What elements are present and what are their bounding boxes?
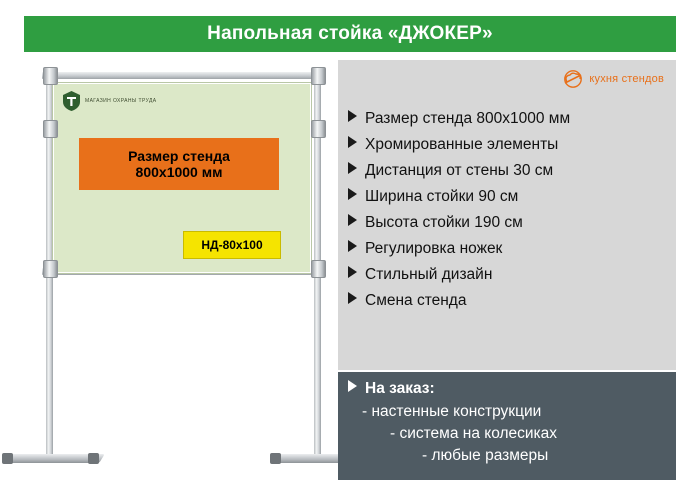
board-logo-text: МАГАЗИН ОХРАНЫ ТРУДА (85, 98, 157, 104)
triangle-bullet-icon (348, 292, 357, 304)
stand-foot-cap-2 (88, 453, 99, 464)
feature-label: Смена стенда (365, 292, 467, 309)
order-option: - любые размеры (422, 447, 549, 464)
order-title: На заказ: (365, 380, 435, 397)
board-code-text: НД-80х100 (201, 238, 263, 252)
feature-label: Регулировка ножек (365, 240, 503, 257)
stand-illustration (24, 60, 334, 480)
board-size-line1: Размер стенда (128, 147, 230, 164)
stand-joint-top-right (311, 67, 326, 85)
stand-joint-mid-right (311, 120, 326, 138)
feature-label: Высота стойки 190 см (365, 214, 523, 231)
stand-joint-bottom-right (311, 260, 326, 278)
triangle-bullet-icon (348, 240, 357, 252)
list-item (348, 266, 668, 284)
triangle-bullet-icon (348, 380, 357, 392)
triangle-bullet-icon (348, 136, 357, 148)
order-panel (338, 372, 676, 480)
feature-label: Стильный дизайн (365, 266, 493, 283)
triangle-bullet-icon (348, 266, 357, 278)
feature-label: Ширина стойки 90 см (365, 188, 519, 205)
stand-board (52, 82, 312, 274)
order-option: - система на колесиках (390, 425, 558, 442)
board-logo (63, 91, 156, 111)
stand-joint-mid-left (43, 120, 58, 138)
triangle-bullet-icon (348, 188, 357, 200)
page-title: Напольная стойка «ДЖОКЕР» (207, 23, 493, 44)
order-heading (338, 372, 676, 398)
feature-label: Хромированные элементы (365, 136, 559, 153)
list-item (348, 292, 668, 310)
list-item (348, 162, 668, 180)
brand-logo (563, 70, 664, 88)
triangle-bullet-icon (348, 214, 357, 226)
features-panel (338, 60, 676, 370)
shield-logo-icon (63, 91, 80, 111)
list-item (348, 214, 668, 232)
list-item (348, 110, 668, 128)
list-item (348, 188, 668, 206)
stand-joint-bottom-left (43, 260, 58, 278)
feature-list (348, 110, 668, 318)
feature-label: Дистанция от стены 30 см (365, 162, 554, 179)
stand-crossbar-top (42, 72, 320, 79)
order-option: - настенные конструкции (362, 403, 542, 420)
chef-hat-icon (563, 70, 583, 88)
board-size-badge (79, 138, 279, 190)
stand-foot-cap-1 (2, 453, 13, 464)
header-banner (24, 16, 676, 52)
board-code-badge (183, 231, 281, 259)
stand-joint-top-left (43, 67, 58, 85)
list-item (348, 240, 668, 258)
stand-foot-cap-3 (270, 453, 281, 464)
list-item (348, 136, 668, 154)
triangle-bullet-icon (348, 110, 357, 122)
brand-name: кухня стендов (589, 73, 664, 85)
triangle-bullet-icon (348, 162, 357, 174)
board-size-line2: 800х1000 мм (135, 164, 223, 180)
feature-label: Размер стенда 800х1000 мм (365, 110, 571, 127)
